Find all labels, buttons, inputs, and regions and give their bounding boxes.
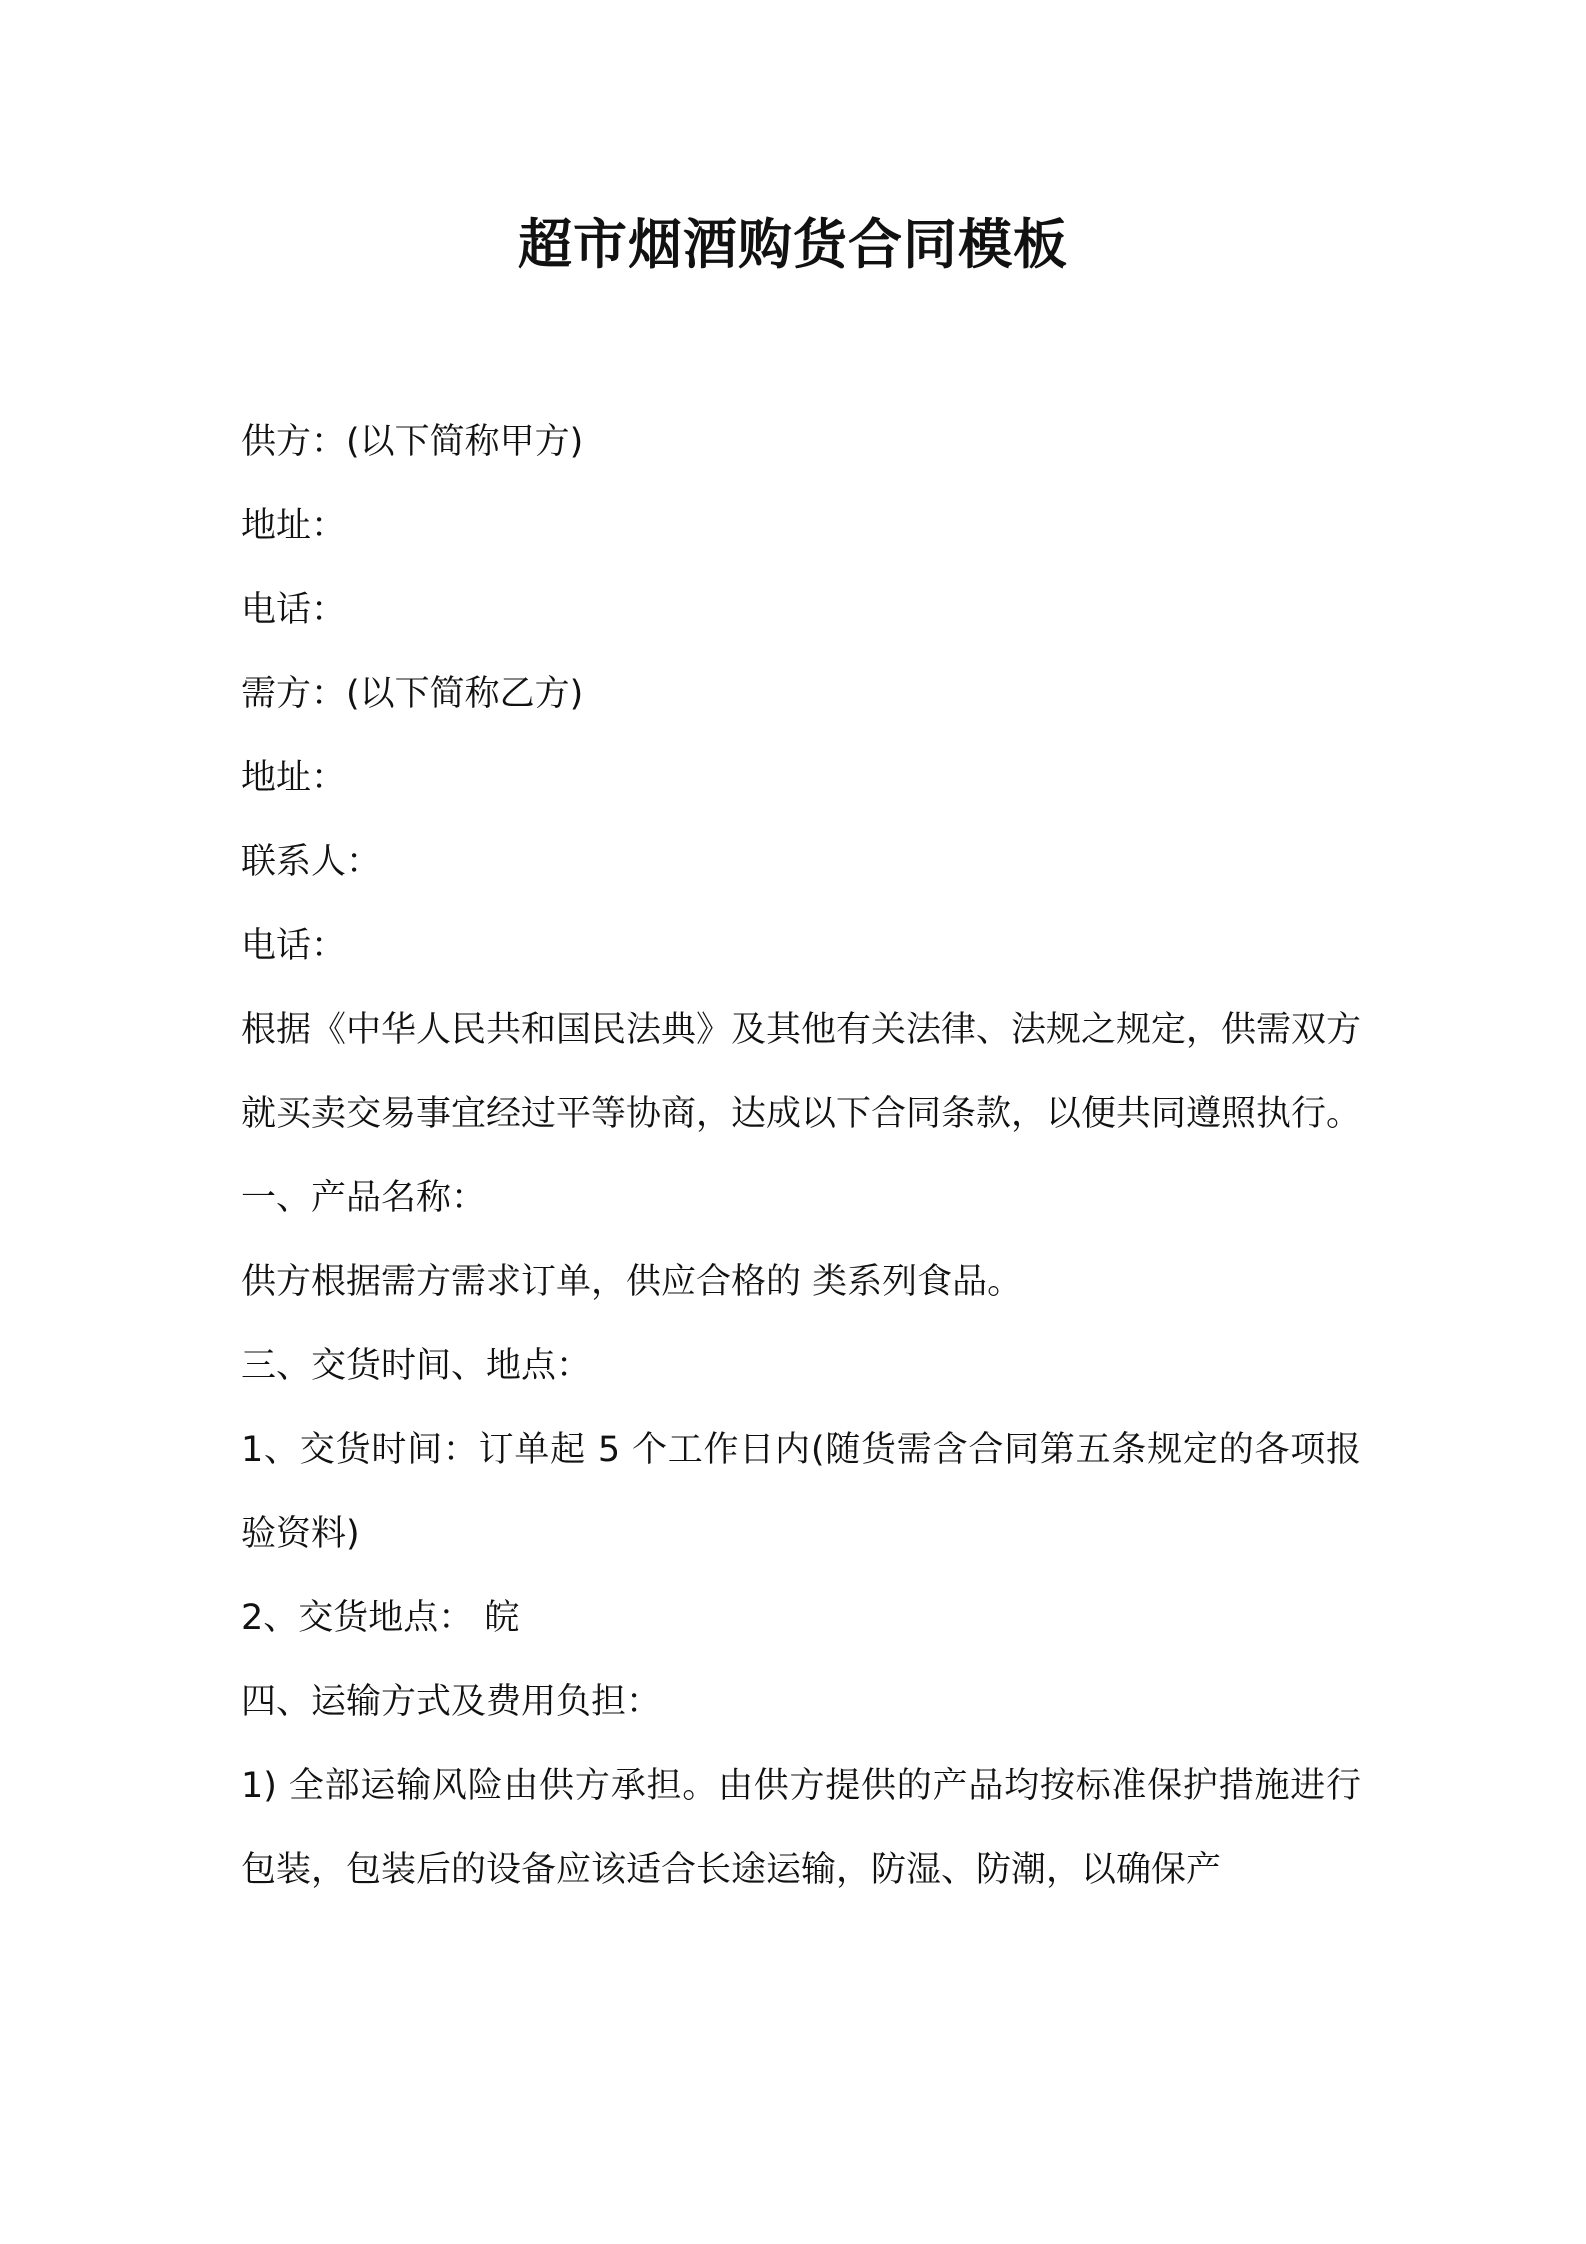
- supplier-line: 供方：(以下简称甲方): [241, 422, 584, 462]
- supplier-phone-line: 电话：: [241, 590, 347, 630]
- preamble-paragraph: 根据《中华人民共和国民法典》及其他有关法律、法规之规定，供需双方就买卖交易事宜经过平等协商，达成以下合同条款，以便共同遵照执行。: [241, 1010, 1362, 1134]
- supplier-address-line: 地址：: [241, 506, 347, 546]
- document-title: 超市烟酒购货合同模板: [518, 213, 1068, 276]
- buyer-phone-line: 电话：: [241, 926, 347, 966]
- buyer-contact-line: 联系人：: [241, 842, 382, 882]
- buyer-line: 需方：(以下简称乙方): [241, 674, 584, 714]
- section-3-heading: 三、交货时间、地点：: [241, 1346, 592, 1386]
- section-4-heading: 四、运输方式及费用负担：: [241, 1682, 662, 1722]
- section-4-item-1: 1) 全部运输风险由供方承担。由供方提供的产品均按标准保护措施进行包装，包装后的设备应该适合长途运输，防湿、防潮，以确保产: [241, 1766, 1361, 1890]
- section-3-item-1: 1、交货时间：订单起 5 个工作日内(随货需含合同第五条规定的各项报验资料): [241, 1430, 1361, 1554]
- buyer-address-line: 地址：: [241, 758, 347, 798]
- section-1-heading: 一、产品名称：: [241, 1178, 487, 1218]
- document-body: [241, 400, 1361, 1912]
- section-3-item-2: 2、交货地点： 皖: [241, 1598, 520, 1638]
- section-1-text: 供方根据需方需求订单，供应合格的 类系列食品。: [241, 1262, 1023, 1302]
